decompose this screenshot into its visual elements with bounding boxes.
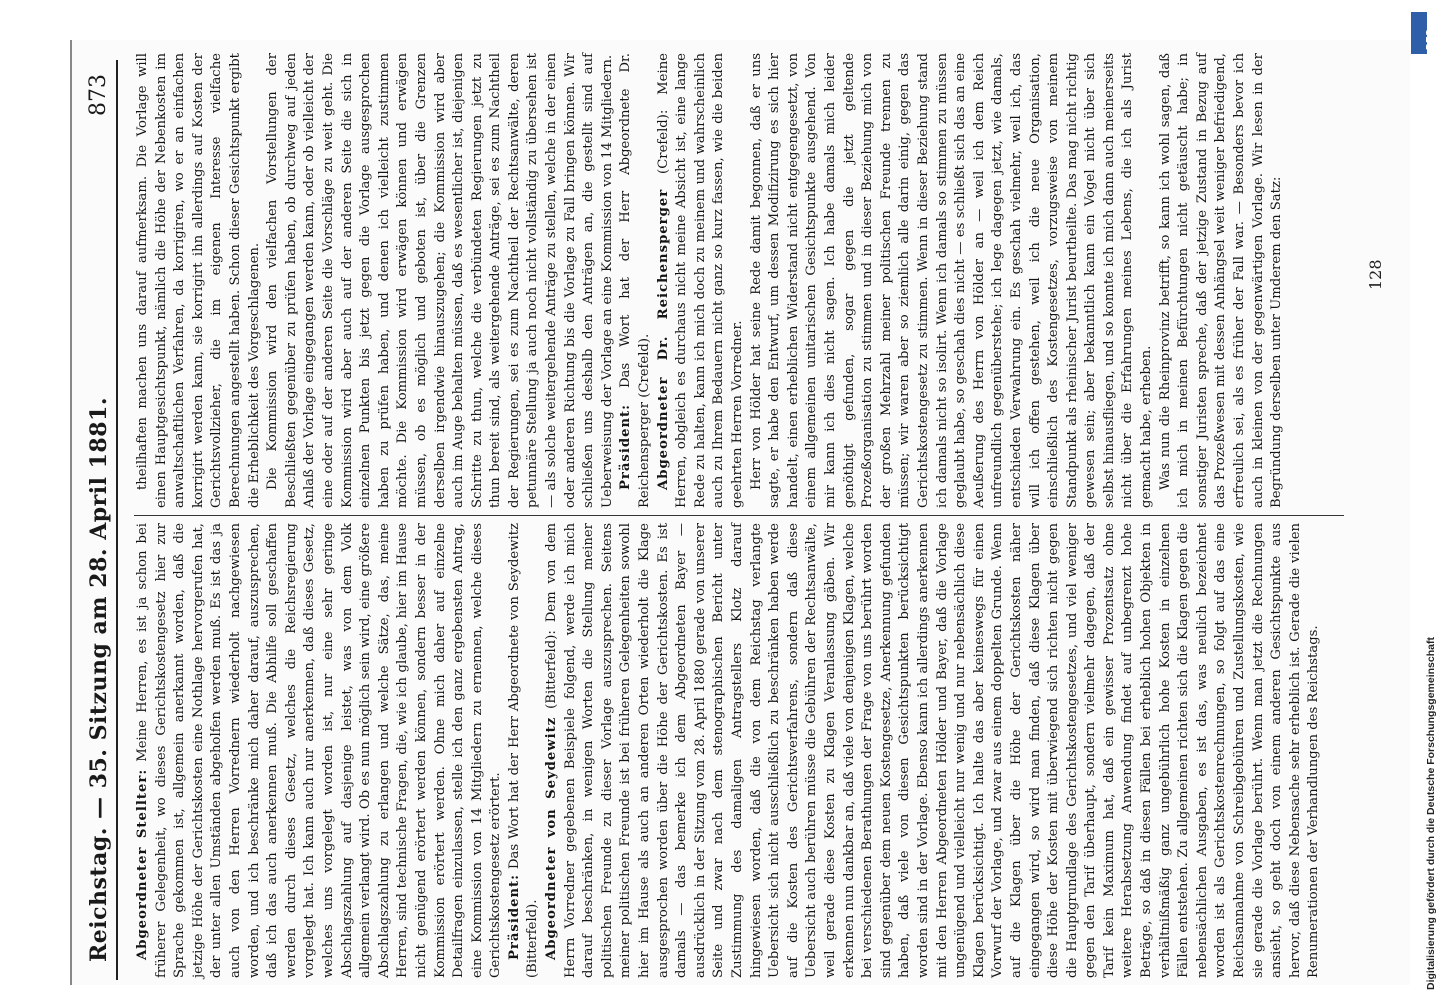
- page-edge: [70, 40, 72, 985]
- running-head: [86, 397, 112, 962]
- paragraph: [506, 523, 543, 978]
- paragraph-text: Die Kommission wird den vielfachen Vorstellungen der Beschließten gegenüber zu prüfen haben, ob durchweg auf jeden Anlaß der Vorlage eingegangen werden kann, oder ob vielleicht der eine oder auf der anderen Seite die Vorschläge zu weit geht. Die Kommission wird aber auch auf der anderen Seite die sich in einzelnen Punkten bis jetzt gegen die Vorlage ausgesprochen haben zu prüfen haben, und denen ich vielleicht zustimmen möchte. Die Kommission wird erwägen können und erwägen müssen, ob es möglich und geboten ist, über die Grenzen derselben irgendwie hinauszugehen; die Kommission wird aber auch im Auge behalten müssen, daß es wesentlicher ist, diejenigen Schritte zu thun, welche die verbündeten Regierungen jetzt zu thun bereit sind, als weitergehende Anträge, sei es zum Nachtheil der Regierungen, sei es zum Nachtheil der Rechtsanwälte, deren petunnäre Stellung ja auch noch nicht vollständig zu übersehen ist — als solche weitergehende Anträge zu stellen, welche in der einen oder anderen Richtung bis die Vorlage zu Fall bringen können. Wir schließen uns deshalb den Anträgen an, die gestellt sind auf Ueberweisung der Vorlage an eine Kommission von 14 Mitgliedern.: [265, 53, 615, 508]
- paragraph-text: Meine Herren, es ist ja schon bei früherer Gelegenheit, wo dieses Gerichtskostengesetz hier zur Sprache gekommen ist, allgemein anerkannt worden, daß die jetzige Höhe der Gerichtskosten eine Nothlage hervorgerufen hat, der unter allen Umständen abgeholfen werden muß. Es ist das ja auch von den Herren Vorrednern wiederholt nachgewiesen worden, und ich beschränke mich daher darauf, auszusprechen, daß ich das auch anerkennen muß. Die Abhilfe soll geschaffen werden durch dieses Gesetz, welches die Reichsregierung vorgelegt hat. Ich kann auch nur anerkennen, daß dieses Gesetz, welches uns vorgelegt worden ist, nur eine sehr geringe Abschlagszahlung auf dasjenige leistet, was von dem Volk allgemein verlangt wird. Ob es nun möglich sein wird, eine größere Abschlagszahlung zu erlangen und welche Sätze, das, meine Herren, sind technische Fragen, die, wie ich glaube, hier im Hause nicht genügend erörtert werden können, sondern besser in der Kommission erörtert werden. Ohne mich daher auf einzelne Detailfragen einzulassen, stelle ich den ganz ergebensten Antrag, eine Kommission von 14 Mitgliedern zu ernennen, welche dieses Gerichtskostengesetz erörtert.: [135, 523, 504, 978]
- dfg-badge: [1411, 12, 1436, 54]
- paragraph-text: (Bitterfeld): Dem von dem Herrn Vorredner gegebenen Beispiele folgend, werde ich mich darauf beschränken, in wenigen Worten die Stellung meiner politischen Freunde zu dieser Vorlage auszusprechen. Seitens meiner politischen Freunde ist bei früheren Gelegenheiten sowohl hier im Hause als auch an anderen Orten wiederholt die Klage ausgesprochen worden über die Höhe der Gerichtskosten. Es ist damals — das bemerke ich dem Abgeordneten Bayer — ausdrücklich in der Sitzung vom 28. April 1880 gerade von unserer Seite und zwar nach dem stenographischen Bericht unter Zustimmung des damaligen Antragstellers Klotz darauf hingewiesen worden, daß die von dem Reichstag verlangte Uebersicht sich nicht ausschließlich zu beschränken haben werde auf die Kosten des Gerichtsverfahrens, sondern daß diese Uebersicht auch berühren müsse die Gebühren der Rechtsanwälte, weil gerade diese Kosten zu Klagen Veranlassung gäben. Wir erkennen nun dankbar an, daß viele von denjenigen Klagen, welche bei verschiedenen Berathungen der Frage von uns berührt worden sind gegenüber dem neuen Kostengesetze, Anerkennung gefunden haben, daß viele von diesen Gesichtspunkten berücksichtigt worden sind in der Vorlage. Ebenso kann ich allerdings anerkennen mit den Herren Abgeordneten Hölder und Bayer, daß die Vorlage ungenügend und vielleicht nur wenig und nur nebensächlich diese Klagen berücksichtigt. Ich halte das aber keineswegs für einen Vorwurf der Vorlage, und zwar aus einem doppelten Grunde. Wenn auf die Klagen über die Höhe der Gerichtskosten näher eingegangen wird, so wird man finden, daß diese Klagen über diese Höhe der Kosten mit überwiegend sich richten nicht gegen die Hauptgrundlage des Gerichtskostengesetzes, und viel weniger gegen den Tarif überhaupt, sondern vielmehr dagegen, daß der Tarif kein Maximum hat, daß ein gewisser Prozentsatz ohne weitere Herabsetzung Anwendung findet auf unbegrenzt hohe Beträge, so daß in diesen Fällen bei erheblich hohen Objekten in verhältnißmäßig ganz ungebührlich hohe Kosten in einzelnen Fällen entstehen. Zu allgemeinen richten sich die Klagen gegen die nebensächlichen Ausgaben, es ist das, was neulich bezeichnet worden ist als Gerichtskostenrechnungen, so folgt auf das eine Reichsannahme von Schreibgebühren und Zustellungskosten, wie sie gerade die Vorlage berührt. Wenn man jetzt die Rechnungen ansieht, so geht doch von einem anderen Gesichtspunkte aus hervor, daß diese Nebensache sehr erheblich ist. Gerade die vielen Renumerationen der Verhandlungen des Reichstags.: [544, 523, 1322, 978]
- paragraph: [134, 523, 506, 978]
- digitization-credit: Digitalisierung gefördert durch die Deutsche Forschungsgemeinschaft: [1425, 637, 1437, 990]
- running-head-text: Reichstag. — 35. Sitzung am: [86, 595, 112, 962]
- paragraph: [617, 53, 654, 508]
- speaker-name: Abgeordneter Dr. Reichensperger: [655, 188, 671, 490]
- paragraph: [748, 53, 1157, 508]
- signature-mark: 128: [1366, 259, 1385, 290]
- paragraph: [543, 523, 1324, 978]
- column-divider: [134, 515, 1344, 516]
- page-header: [82, 60, 118, 980]
- paragraph-text: Das Wort hat der Herr Abgeordnete Dr. Reichensperger (Crefeld).: [618, 53, 653, 508]
- speaker-name: Abgeordneter von Seydewitz: [544, 716, 560, 960]
- speaker-name: Präsident:: [506, 873, 522, 960]
- text-column-left: [134, 523, 1349, 978]
- rotated-page-content: [76, 50, 1406, 990]
- speaker-name: Präsident:: [618, 403, 634, 490]
- paragraph-text: theilhaften machen uns darauf aufmerksam. Die Vorlage will einen Hauptgesichtspunkt, nämlich die Höhe der Nebenkosten im anwaltschaftlichen Verfahren, da korrigiren, wo er an einfachen korrigirt werden kann, sie korrigirt ihn allerdings auf Kosten der Gerichtsvollzieher, die im eigenen Interesse vielfache Berechnungen angestellt haben. Schon dieser Gesichtspunkt ergibt die Erheblichkeit des Vorgeschlagenen.: [135, 53, 262, 508]
- paragraph-text: Herr von Hölder hat seine Rede damit begonnen, daß er uns sagte, er habe den Entwurf, um dessen Modifizirung es sich hier handelt, einen erheblichen Widerstand nicht entgegengesetzt, von einem allgemeinen unitarischen Gesichtspunkte ausgehend. Von mir kann ich dies nicht sagen. Ich habe damals mich leider genöthigt gefunden, sogar gegen die jetzt geltende Prozeßorganisation zu stimmen und in dieser Beziehung mich von der großen Mehrzahl meiner politischen Freunde trennen zu müssen; wir waren aber so ziemlich alle darin einig, gegen das Gerichtskostengesetz zu stimmen. Wenn in dieser Beziehung stand ich damals nicht so isolirt. Wenn ich damals so stimmen zu müssen geglaubt habe, so geschah dies nicht — es schließt sich das an eine Aeußerung des Herrn von Hölder an — weil ich dem Reich unfreundlich gegenüberstehe; ich lege dagegen jetzt, wie damals, entschieden Verwahrung ein. Es geschah vielmehr, weil ich, das will ich offen gestehen, weil ich die neue Organisation, einschließlich des Kostengesetzes, vorzugsweise von meinem Standpunkt als rheinischer Jurist beurtheilte. Das mag nicht richtig gewesen sein; aber bekanntlich kann ein Vogel nicht über sich selbst hinausfliegen, und so konnte ich mich dann auch meinerseits nicht über die Erfahrungen meines Lebens, die ich als Jurist gemacht habe, erheben.: [748, 53, 1155, 508]
- text-column-right: [134, 53, 1349, 508]
- paragraph-text: Was nun die Rheinprovinz betrifft, so kann ich wohl sagen, daß ich mich in meinen Befürchtungen nicht getäuscht habe; in sonstiger Juristen spreche, daß der jetzige Zustand in Bezug auf das Prozeßwesen mit dessen Anhängsel weit weniger befriedigend, erfreulich sei, als es früher der Fall war. — Besonders bevor ich auch in kleinen von der gegenwärtigen Vorlage. Wir lesen in der Begründung derselben unter Umderem den Satz:: [1157, 53, 1285, 508]
- paragraph-text: (Crefeld): Meine Herren, obgleich es durchaus nicht meine Absicht ist, eine lange Rede zu halten, kann ich mich doch zu meinem und wahrscheinlich auch zu Ihrem Bedauern nicht ganz so kurz fassen, wie die beiden geehrten Herren Vorredner.: [655, 53, 745, 508]
- paragraph: [264, 53, 617, 508]
- paragraph: [134, 53, 264, 508]
- paragraph: [1157, 53, 1287, 508]
- page-number: 873: [86, 74, 111, 116]
- paragraph: [655, 53, 748, 508]
- paragraph-text: Das Wort hat der Herr Abgeordnete von Seydewitz (Bitterfeld).: [506, 523, 541, 978]
- dfg-badge-label: DFG: [1425, 28, 1436, 50]
- speaker-name: Abgeordneter Stellter:: [135, 768, 150, 960]
- session-date: 28. April 1881.: [86, 396, 112, 588]
